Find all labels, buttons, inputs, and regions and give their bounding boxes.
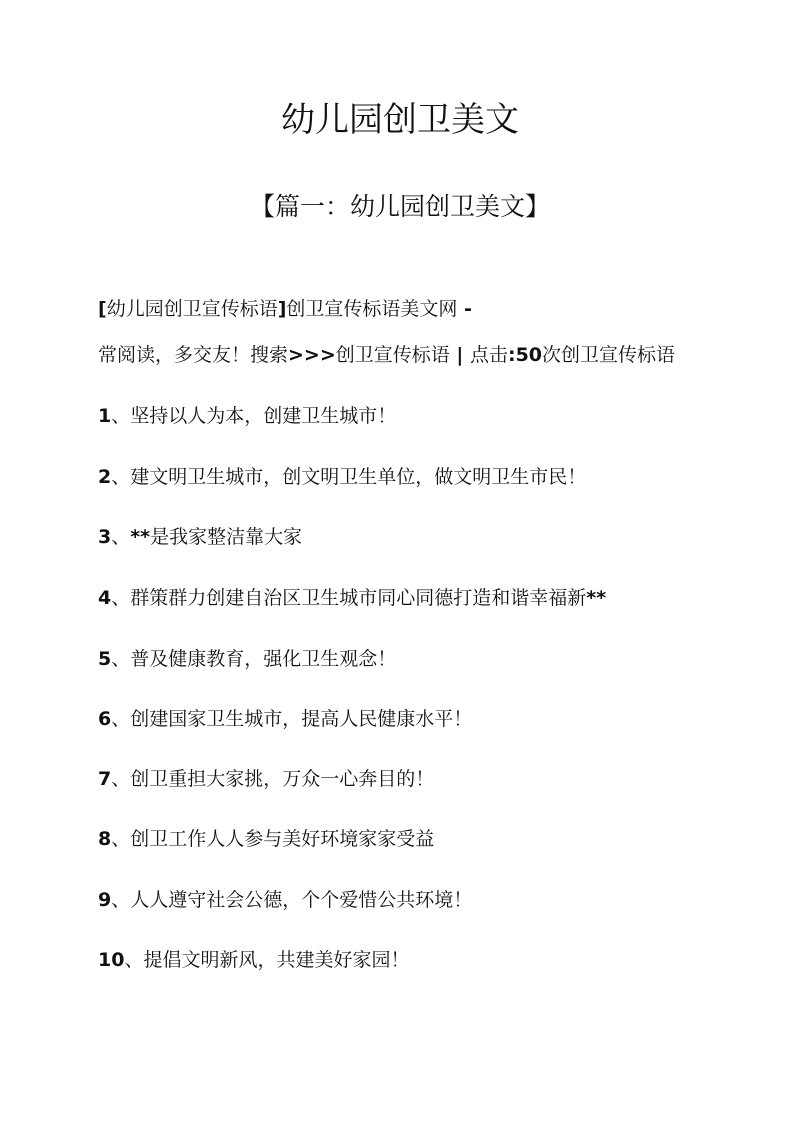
intro-reading-prompt: 常阅读，多交友！搜索 — [98, 344, 289, 366]
slogan-number: 3 — [98, 526, 112, 548]
intro-line-2 — [98, 342, 778, 368]
intro-dash: - — [457, 298, 472, 320]
slogan-item-7 — [98, 766, 778, 792]
slogan-number: 7 — [98, 768, 112, 790]
slogan-text: 创卫工作人人参与美好环境家家受益 — [130, 828, 435, 850]
slogan-number: 8 — [98, 828, 112, 850]
slogan-text: 群策群力创建自治区卫生城市同心同德打造和谐幸福新 — [130, 587, 587, 609]
slogan-item-2 — [98, 464, 778, 490]
slogan-suffix: ** — [586, 587, 607, 609]
slogan-item-3 — [98, 524, 778, 550]
slogan-text: 人人遵守社会公德，个个爱惜公共环境！ — [130, 889, 473, 911]
slogan-text: 建文明卫生城市，创文明卫生单位，做文明卫生市民！ — [130, 466, 587, 488]
intro-pipe: | — [449, 344, 470, 366]
intro-click-count: :50 — [507, 344, 543, 366]
intro-arrows: >>> — [288, 344, 336, 366]
slogan-text: 是我家整洁靠大家 — [150, 526, 303, 548]
slogan-item-1 — [98, 403, 778, 429]
slogan-separator: 、 — [111, 405, 131, 427]
intro-bracket-close: ] — [277, 298, 287, 320]
slogan-separator: 、 — [124, 949, 144, 971]
slogan-number: 9 — [98, 889, 112, 911]
slogan-text: 创建国家卫生城市，提高人民健康水平！ — [130, 708, 473, 730]
slogan-item-9 — [98, 887, 778, 913]
slogan-separator: 、 — [111, 648, 131, 670]
intro-click-suffix: 次创卫宣传标语 — [542, 344, 676, 366]
slogan-prefix: ** — [130, 526, 151, 548]
slogan-item-5 — [98, 646, 778, 672]
slogan-number: 5 — [98, 648, 112, 670]
slogan-number: 10 — [98, 949, 125, 971]
slogan-separator: 、 — [111, 708, 131, 730]
slogan-item-4 — [98, 585, 778, 611]
intro-slogan-topic: 幼儿园创卫宣传标语 — [106, 298, 278, 320]
slogan-separator: 、 — [111, 828, 131, 850]
section-heading: 【篇一：幼儿园创卫美文】 — [249, 192, 550, 221]
slogan-number: 6 — [98, 708, 112, 730]
slogan-text: 普及健康教育，强化卫生观念！ — [130, 648, 397, 670]
document-title: 幼儿园创卫美文 — [281, 100, 519, 140]
slogan-item-6 — [98, 706, 778, 732]
intro-line-1 — [98, 296, 778, 322]
slogan-separator: 、 — [111, 466, 131, 488]
intro-click-label: 点击 — [469, 344, 508, 366]
slogan-separator: 、 — [111, 587, 131, 609]
slogan-separator: 、 — [111, 889, 131, 911]
intro-search-term: 创卫宣传标语 — [335, 344, 450, 366]
slogan-separator: 、 — [111, 526, 131, 548]
slogan-item-8 — [98, 826, 778, 852]
slogan-separator: 、 — [111, 768, 131, 790]
slogan-item-10 — [98, 947, 778, 973]
intro-bracket-open: [ — [98, 298, 107, 320]
slogan-number: 2 — [98, 466, 112, 488]
slogan-number: 1 — [98, 405, 112, 427]
slogan-text: 创卫重担大家挑，万众一心奔目的！ — [130, 768, 435, 790]
slogan-text: 提倡文明新风，共建美好家园！ — [143, 949, 410, 971]
slogan-number: 4 — [98, 587, 112, 609]
intro-site-name: 创卫宣传标语美文网 — [286, 298, 458, 320]
slogan-text: 坚持以人为本，创建卫生城市！ — [130, 405, 397, 427]
